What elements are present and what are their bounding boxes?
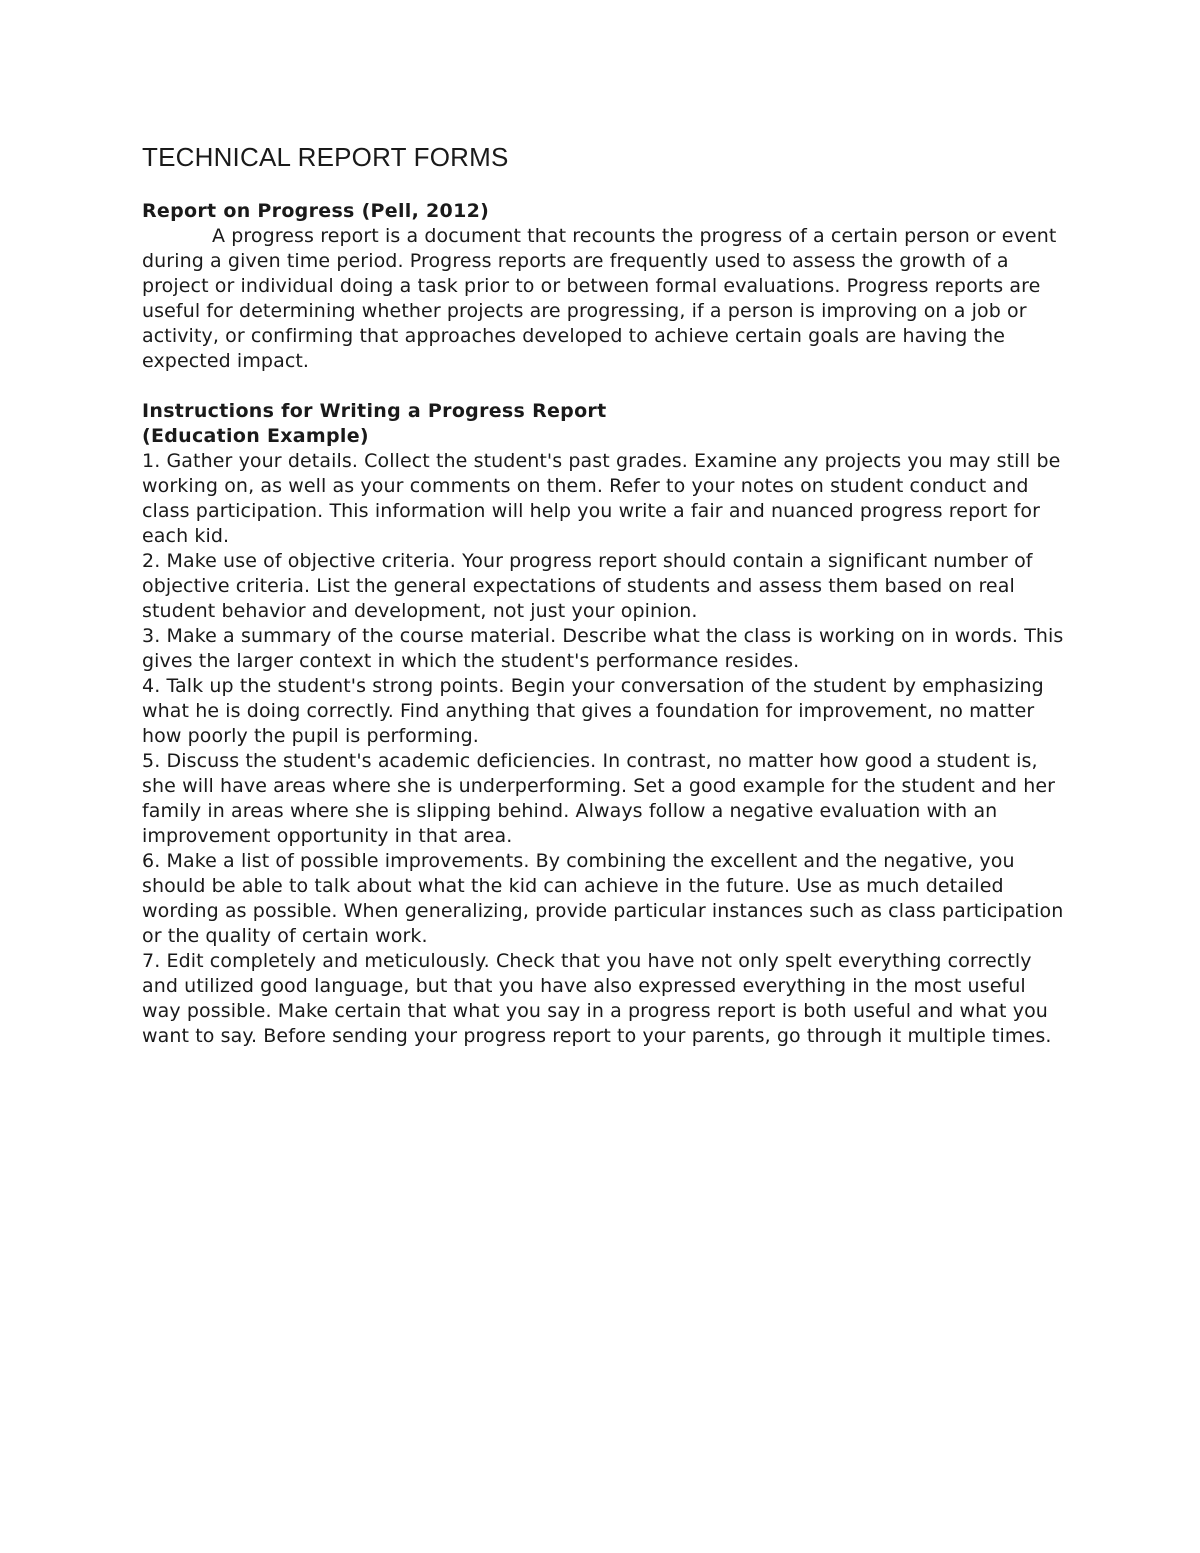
instruction-step-1: 1. Gather your details. Collect the student's past grades. Examine any projects you may still be working on, as well as your comments on them. Refer to your notes on student conduct and class participation. This information will help you write a fair and nuanced progress report for each kid. [142,450,1061,547]
instruction-step-6: 6. Make a list of possible improvements. By combining the excellent and the negative, you should be able to talk about what the kid can achieve in the future. Use as much detailed wording as possible. When generalizing, provide particular instances such as class participation or the quality of certain work. [142,850,1064,947]
instruction-step-4: 4. Talk up the student's strong points. Begin your conversation of the student by emphasizing what he is doing correctly. Find anything that gives a foundation for improvement, no matter how poorly the pupil is performing. [142,675,1044,747]
instruction-step-2: 2. Make use of objective criteria. Your progress report should contain a significant number of objective criteria. List the general expectations of students and assess them based on real student behavior and development, not just your opinion. [142,550,1033,622]
instruction-step-7: 7. Edit completely and meticulously. Check that you have not only spelt everything correctly and utilized good language, but that you have also expressed everything in the most useful way possible. Make certain that what you say in a progress report is both useful and what you want to say. Before sending your progress report to your parents, go through it multiple times. [142,950,1052,1047]
progress-report-paragraph: A progress report is a document that recounts the progress of a certain person or event during a given time period. Progress reports are frequently used to assess the growth of a project or individual doing a task prior to or between formal evaluations. Progress reports are useful for determining whether projects are progressing, if a person is improving on a job or activity, or confirming that approaches developed to achieve certain goals are having the expected impact. [142,225,1057,372]
section-spacer [142,374,1067,399]
instruction-step-3: 3. Make a summary of the course material. Describe what the class is working on in words. This gives the larger context in which the student's performance resides. [142,625,1064,672]
section-heading-instructions: Instructions for Writing a Progress Report [142,400,607,422]
section-heading-report-on-progress: Report on Progress (Pell, 2012) [142,200,490,222]
document-body [142,141,1067,1049]
instruction-step-5: 5. Discuss the student's academic deficiencies. In contrast, no matter how good a student is, she will have areas where she is underperforming. Set a good example for the student and her family in areas where she is slipping behind. Always follow a negative evaluation with an improvement opportunity in that area. [142,750,1056,847]
document-title: TECHNICAL REPORT FORMS [142,142,509,172]
section-subheading-education-example: (Education Example) [142,425,369,447]
